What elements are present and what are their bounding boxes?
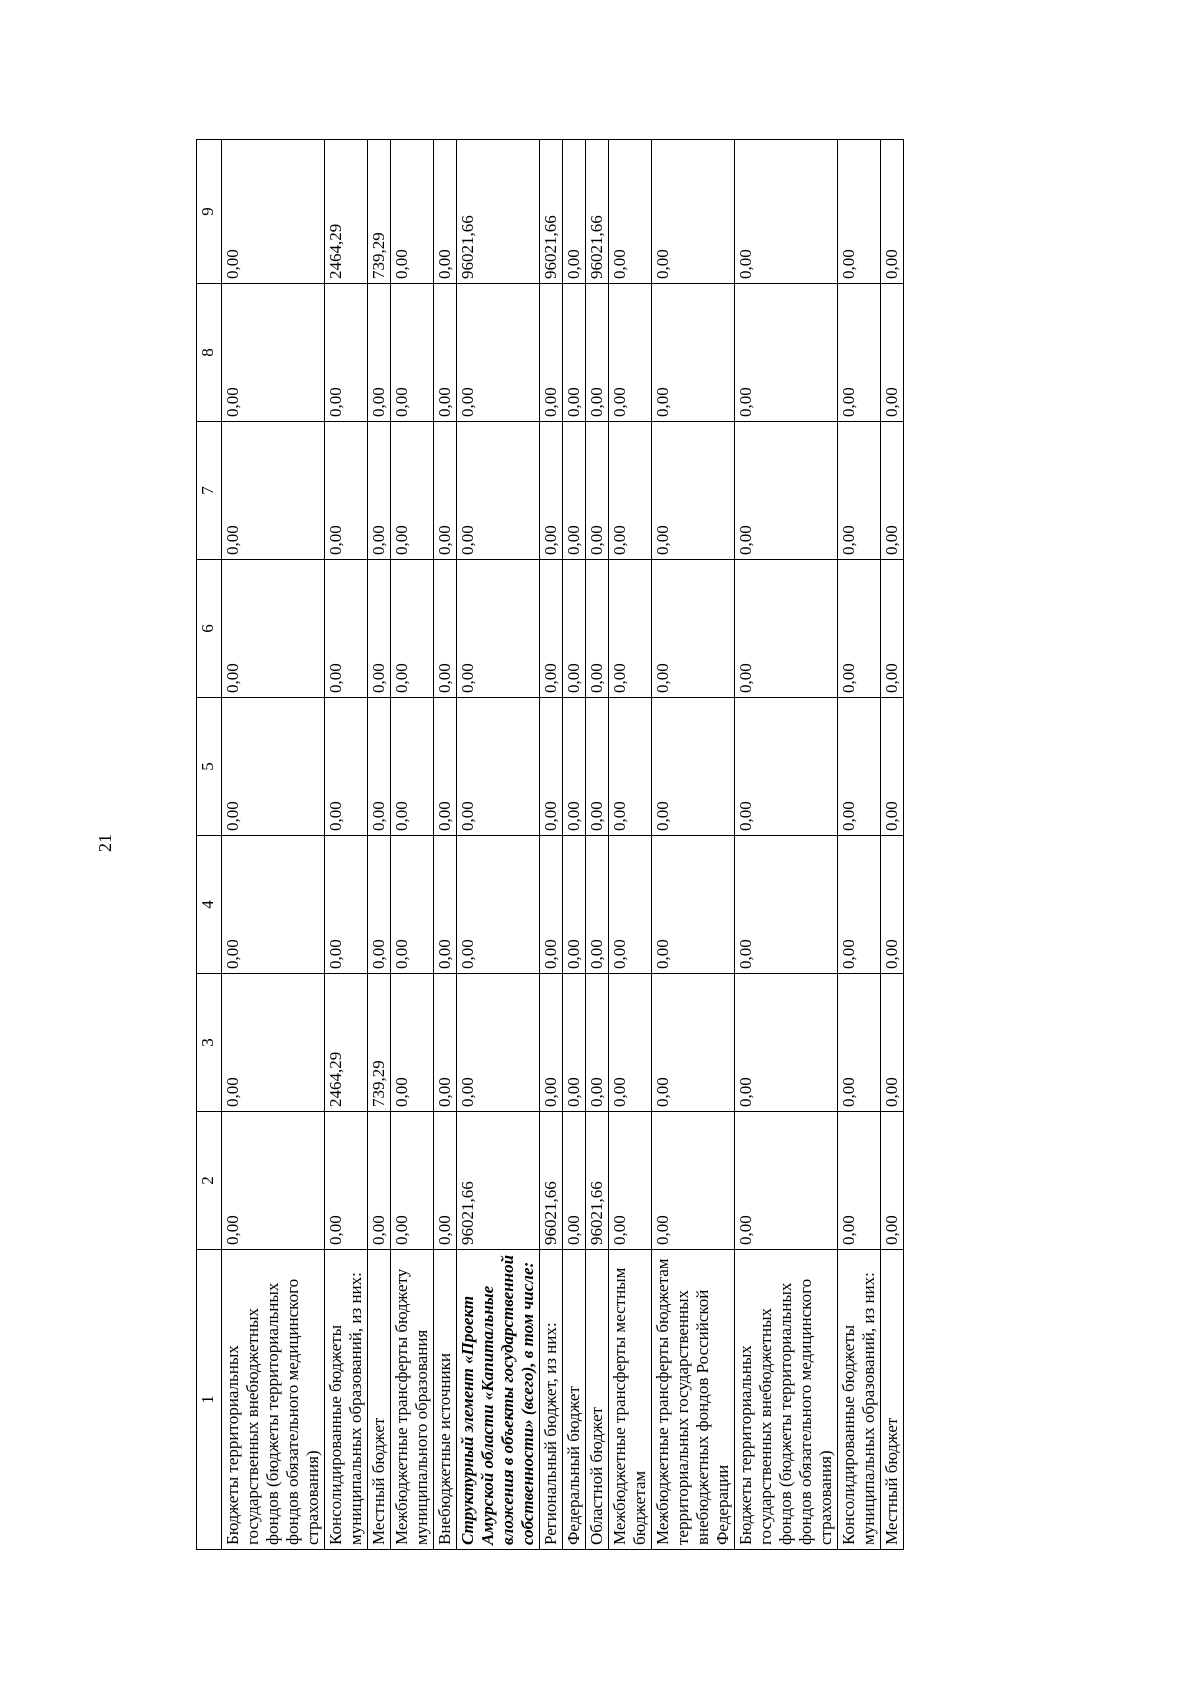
cell-value: 0,00 [540,284,563,422]
cell-value: 0,00 [881,836,904,974]
cell-value: 0,00 [391,560,434,698]
cell-value: 0,00 [735,422,838,560]
cell-value: 0,00 [735,974,838,1112]
cell-value: 0,00 [838,422,881,560]
cell-value: 0,00 [540,836,563,974]
cell-value: 0,00 [652,284,735,422]
cell-value: 0,00 [563,140,586,284]
column-header: 5 [197,698,222,836]
column-header: 3 [197,974,222,1112]
row-label: Межбюджетные трансферты бюджетам территориальных государственных внебюджетных фондов Российской Федерации [652,1250,735,1550]
cell-value: 0,00 [325,422,368,560]
cell-value: 0,00 [434,1112,457,1250]
column-header: 8 [197,284,222,422]
cell-value: 739,29 [368,140,391,284]
cell-value: 0,00 [222,698,325,836]
table-row [222,140,325,1550]
row-label: Местный бюджет [881,1250,904,1550]
cell-value: 0,00 [586,698,609,836]
cell-value: 0,00 [391,836,434,974]
cell-value: 0,00 [881,560,904,698]
cell-value: 0,00 [881,422,904,560]
row-label: Федеральный бюджет [563,1250,586,1550]
cell-value: 0,00 [735,1112,838,1250]
table-row [563,140,586,1550]
budget-table [196,139,904,1550]
cell-value: 0,00 [881,1112,904,1250]
table-row [609,140,652,1550]
cell-value: 96021,66 [540,1112,563,1250]
cell-value: 0,00 [457,422,540,560]
cell-value: 0,00 [838,1112,881,1250]
cell-value: 0,00 [652,698,735,836]
cell-value: 0,00 [222,284,325,422]
cell-value: 0,00 [368,422,391,560]
cell-value: 0,00 [735,698,838,836]
cell-value: 0,00 [563,560,586,698]
cell-value: 0,00 [434,974,457,1112]
column-header: 9 [197,140,222,284]
cell-value: 0,00 [391,1112,434,1250]
cell-value: 0,00 [586,974,609,1112]
column-header: 4 [197,836,222,974]
cell-value: 0,00 [325,560,368,698]
cell-value: 0,00 [368,836,391,974]
rotated-table-container [196,140,1136,1550]
page-number: 21 [95,834,115,852]
table-row [881,140,904,1550]
cell-value: 0,00 [735,140,838,284]
row-label: Местный бюджет [368,1250,391,1550]
cell-value: 0,00 [838,836,881,974]
cell-value: 0,00 [609,140,652,284]
cell-value: 0,00 [222,836,325,974]
cell-value: 96021,66 [457,140,540,284]
column-header: 1 [197,1250,222,1550]
cell-value: 0,00 [391,974,434,1112]
column-header: 2 [197,1112,222,1250]
cell-value: 0,00 [434,698,457,836]
cell-value: 0,00 [652,974,735,1112]
cell-value: 0,00 [434,422,457,560]
cell-value: 0,00 [609,1112,652,1250]
cell-value: 0,00 [222,422,325,560]
cell-value: 0,00 [838,974,881,1112]
cell-value: 0,00 [434,140,457,284]
cell-value: 739,29 [368,974,391,1112]
column-header: 6 [197,560,222,698]
cell-value: 0,00 [838,284,881,422]
cell-value: 0,00 [391,140,434,284]
table-row [368,140,391,1550]
cell-value: 0,00 [457,698,540,836]
cell-value: 96021,66 [586,1112,609,1250]
cell-value: 0,00 [735,836,838,974]
table-row [838,140,881,1550]
cell-value: 0,00 [391,698,434,836]
cell-value: 0,00 [222,974,325,1112]
cell-value: 0,00 [457,974,540,1112]
table-row [391,140,434,1550]
cell-value: 0,00 [881,284,904,422]
cell-value: 0,00 [434,284,457,422]
cell-value: 0,00 [540,560,563,698]
column-header: 7 [197,422,222,560]
table-row [586,140,609,1550]
table-row [652,140,735,1550]
cell-value: 0,00 [325,698,368,836]
cell-value: 2464,29 [325,140,368,284]
cell-value: 0,00 [457,284,540,422]
cell-value: 96021,66 [586,140,609,284]
cell-value: 0,00 [652,560,735,698]
cell-value: 0,00 [881,974,904,1112]
cell-value: 0,00 [222,1112,325,1250]
cell-value: 96021,66 [457,1112,540,1250]
cell-value: 0,00 [325,1112,368,1250]
table-row [540,140,563,1550]
cell-value: 0,00 [652,140,735,284]
cell-value: 0,00 [609,422,652,560]
cell-value: 0,00 [222,140,325,284]
cell-value: 0,00 [434,560,457,698]
row-label: Структурный элемент «Проект Амурской области «Капитальные вложения в объекты государственной собственности» (всего), в том числе: [457,1250,540,1550]
cell-value: 0,00 [434,836,457,974]
row-label: Региональный бюджет, из них: [540,1250,563,1550]
cell-value: 0,00 [368,1112,391,1250]
cell-value: 0,00 [222,560,325,698]
cell-value: 0,00 [838,560,881,698]
cell-value: 0,00 [838,140,881,284]
cell-value: 0,00 [325,836,368,974]
cell-value: 0,00 [586,836,609,974]
row-label: Областной бюджет [586,1250,609,1550]
table-row [325,140,368,1550]
cell-value: 0,00 [563,1112,586,1250]
cell-value: 0,00 [563,836,586,974]
row-label: Консолидированные бюджеты муниципальных образований, из них: [838,1250,881,1550]
cell-value: 0,00 [735,560,838,698]
cell-value: 0,00 [540,974,563,1112]
cell-value: 0,00 [586,284,609,422]
cell-value: 0,00 [368,698,391,836]
cell-value: 0,00 [609,974,652,1112]
row-label: Межбюджетные трансферты бюджету муниципального образования [391,1250,434,1550]
row-label: Межбюджетные трансферты местным бюджетам [609,1250,652,1550]
cell-value: 0,00 [881,140,904,284]
row-label: Бюджеты территориальных государственных внебюджетных фондов (бюджеты территориальных фондов обязательного медицинского страхования) [735,1250,838,1550]
cell-value: 0,00 [609,698,652,836]
cell-value: 2464,29 [325,974,368,1112]
cell-value: 0,00 [391,422,434,560]
table-row [434,140,457,1550]
table-row [735,140,838,1550]
cell-value: 0,00 [586,422,609,560]
cell-value: 0,00 [368,284,391,422]
cell-value: 0,00 [586,560,609,698]
cell-value: 0,00 [391,284,434,422]
cell-value: 0,00 [652,422,735,560]
cell-value: 0,00 [368,560,391,698]
cell-value: 0,00 [652,836,735,974]
cell-value: 0,00 [457,836,540,974]
table-body [197,140,904,1550]
cell-value: 0,00 [563,974,586,1112]
table-header-row [197,140,222,1550]
cell-value: 0,00 [881,698,904,836]
cell-value: 0,00 [325,284,368,422]
cell-value: 0,00 [563,422,586,560]
cell-value: 96021,66 [540,140,563,284]
cell-value: 0,00 [540,422,563,560]
cell-value: 0,00 [609,284,652,422]
cell-value: 0,00 [609,836,652,974]
table-row [457,140,540,1550]
cell-value: 0,00 [838,698,881,836]
row-label: Консолидированные бюджеты муниципальных образований, из них: [325,1250,368,1550]
cell-value: 0,00 [563,284,586,422]
cell-value: 0,00 [735,284,838,422]
cell-value: 0,00 [609,560,652,698]
row-label: Бюджеты территориальных государственных внебюджетных фондов (бюджеты территориальных фондов обязательного медицинского страхования) [222,1250,325,1550]
cell-value: 0,00 [563,698,586,836]
cell-value: 0,00 [540,698,563,836]
cell-value: 0,00 [652,1112,735,1250]
row-label: Внебюджетные источники [434,1250,457,1550]
cell-value: 0,00 [457,560,540,698]
